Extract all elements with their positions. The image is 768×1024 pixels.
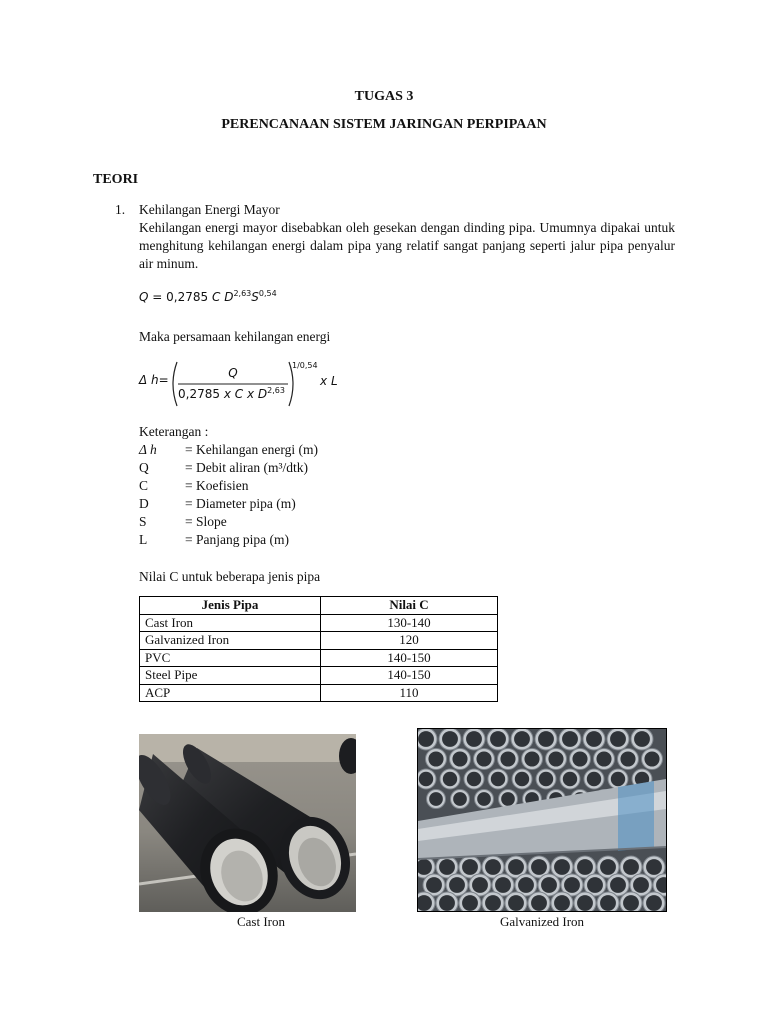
pipe-bore-icon	[514, 731, 530, 747]
pipe-bore-icon	[518, 877, 534, 893]
formula-outer-exponent: 1/0,54	[292, 361, 318, 370]
pipe-bore-icon	[596, 751, 611, 766]
formula-equals: =	[158, 373, 169, 387]
formula-coefficient: = 0,2785	[152, 290, 209, 304]
pipe-bore-icon	[531, 859, 547, 875]
formula-d-exponent: 2,63	[233, 289, 252, 298]
item-heading: Kehilangan Energi Mayor	[139, 202, 280, 217]
pipe-bore-icon	[462, 895, 478, 911]
pipe-bore-icon	[634, 731, 650, 747]
pipe-bore-icon	[611, 772, 625, 786]
pipe-bore-icon	[443, 772, 457, 786]
pipe-bore-icon	[646, 895, 662, 911]
c-value-cell: 110	[321, 684, 498, 702]
task-title: TUGAS 3	[354, 89, 414, 104]
legend-symbol: Q	[139, 460, 149, 475]
pipe-bore-icon	[587, 877, 603, 893]
pipe-bore-icon	[442, 731, 458, 747]
c-value-cell: 120	[321, 632, 498, 650]
formula-c: C	[211, 290, 221, 304]
legend-description: = Kehilangan energi (m)	[185, 442, 318, 457]
legend-row	[139, 513, 318, 531]
legend-description: = Debit aliran (m³/dtk)	[185, 460, 309, 475]
pipe-bore-icon	[600, 895, 616, 911]
legend-symbol: D	[139, 496, 149, 511]
formula-numerator: Q	[228, 366, 238, 380]
denominator-c: C	[234, 387, 244, 401]
pipe-bore-icon	[577, 859, 593, 875]
legend-symbol: Δ h	[139, 442, 157, 457]
pipe-bore-icon	[439, 859, 455, 875]
pipe-bore-icon	[449, 877, 465, 893]
pipe-bore-icon	[600, 859, 616, 875]
pipe-bore-icon	[500, 751, 515, 766]
column-header-pipe-type: Jenis Pipa	[140, 597, 321, 615]
pipe-bore-icon	[508, 859, 524, 875]
formula-q: Q	[139, 290, 149, 304]
pipe-bore-icon	[429, 792, 443, 806]
pipe-bore-icon	[485, 895, 501, 911]
table-header-row	[140, 597, 498, 615]
pipe-bore-icon	[538, 731, 554, 747]
pipe-bore-icon	[562, 731, 578, 747]
pipe-type-cell: Galvanized Iron	[140, 632, 321, 650]
pipe-bore-icon	[491, 772, 505, 786]
pipe-bore-icon	[485, 859, 501, 875]
formula-s: S	[251, 290, 259, 304]
pipe-type-cell: ACP	[140, 684, 321, 702]
c-value-cell: 130-140	[321, 614, 498, 632]
document-title: PERENCANAAN SISTEM JARINGAN PERPIPAAN	[221, 117, 547, 132]
pipe-bore-icon	[541, 877, 557, 893]
legend-row	[139, 441, 318, 459]
legend-symbol: L	[139, 532, 148, 547]
pipe-bore-icon	[644, 751, 659, 766]
formula-s-exponent: 0,54	[258, 289, 277, 298]
denominator-x1: x	[223, 387, 231, 401]
legend-row	[139, 459, 318, 477]
pipe-bore-icon	[610, 731, 626, 747]
column-header-c-value: Nilai C	[321, 597, 498, 615]
denominator-x2: x	[246, 387, 255, 401]
cast-iron-photo	[139, 734, 356, 912]
galvanized-iron-photo	[417, 728, 667, 912]
pipe-bore-icon	[531, 895, 547, 911]
pipe-bore-icon	[620, 751, 635, 766]
c-value-cell: 140-150	[321, 649, 498, 667]
legend-description: = Koefisien	[185, 478, 249, 493]
pipe-type-cell: Steel Pipe	[140, 667, 321, 685]
legend-row	[139, 477, 318, 495]
legend-description: = Slope	[185, 514, 227, 529]
pipe-bore-icon	[548, 751, 563, 766]
formula-lhs	[139, 373, 169, 387]
pipe-type-cell: Cast Iron	[140, 614, 321, 632]
table-row	[140, 684, 498, 702]
legend-description: = Diameter pipa (m)	[185, 496, 296, 511]
pipe-bore-icon	[453, 792, 467, 806]
pipe-bore-icon	[563, 772, 577, 786]
c-value-table	[139, 596, 498, 702]
legend-symbol: S	[139, 514, 147, 529]
legend-symbol: C	[139, 478, 149, 493]
denominator-d: D	[257, 387, 268, 401]
list-number: 1.	[115, 202, 126, 217]
table-row	[140, 649, 498, 667]
formula-lead-text: Maka persamaan kehilangan energi	[139, 329, 331, 344]
pipe-bore-icon	[418, 731, 434, 747]
pipe-bore-icon	[501, 792, 515, 806]
table-intro: Nilai C untuk beberapa jenis pipa	[139, 569, 321, 584]
pipe-bore-icon	[490, 731, 506, 747]
galvanized-iron-caption: Galvanized Iron	[499, 914, 585, 929]
pipe-bore-icon	[572, 751, 587, 766]
formula-d: D	[224, 290, 234, 304]
pipe-bore-icon	[539, 772, 553, 786]
pipe-bore-icon	[426, 877, 442, 893]
formula-l: L	[330, 374, 338, 388]
pipe-bore-icon	[515, 772, 529, 786]
legend-description: = Panjang pipa (m)	[185, 532, 289, 547]
pipe-bore-icon	[623, 895, 639, 911]
pipe-bore-icon	[623, 859, 639, 875]
section-title: TEORI	[93, 172, 139, 187]
pipe-bore-icon	[587, 772, 601, 786]
pipe-bore-icon	[467, 772, 481, 786]
pipe-bore-icon	[508, 895, 524, 911]
pipe-bore-icon	[564, 877, 580, 893]
table-row	[140, 614, 498, 632]
formula-times-length	[320, 374, 338, 388]
pipe-bore-icon	[462, 859, 478, 875]
item-body: Kehilangan energi mayor disebabkan oleh gesekan dengan dinding pipa. Umumnya dipakai untuk menghitung kehilangan energi dalam pipa yang relatif sangat panjang seperti jalur pipa penyalur air minum.	[139, 220, 675, 271]
table-row	[140, 667, 498, 685]
c-value-cell: 140-150	[321, 667, 498, 685]
legend-title: Keterangan :	[139, 424, 209, 439]
pipe-bore-icon	[495, 877, 511, 893]
formula-times: x	[320, 374, 328, 388]
denominator-exponent: 2,63	[267, 386, 285, 395]
pipe-bore-icon	[554, 895, 570, 911]
formula-denominator	[178, 387, 285, 401]
table-row	[140, 632, 498, 650]
pipe-bore-icon	[476, 751, 491, 766]
pipe-bore-icon	[466, 731, 482, 747]
pipe-bore-icon	[477, 792, 491, 806]
pipe-bore-icon	[472, 877, 488, 893]
denominator-coefficient: 0,2785	[178, 387, 220, 401]
pipe-bore-icon	[586, 731, 602, 747]
formula-delta-h: Δ h	[139, 373, 159, 387]
legend-row	[139, 495, 318, 513]
pipe-bore-icon	[577, 895, 593, 911]
pipe-bore-icon	[524, 751, 539, 766]
cast-iron-caption: Cast Iron	[236, 914, 286, 929]
legend-list	[139, 441, 318, 549]
pipe-type-cell: PVC	[140, 649, 321, 667]
pipe-bore-icon	[646, 859, 662, 875]
pipe-bore-icon	[439, 895, 455, 911]
legend-row	[139, 531, 318, 549]
formula-flow-rate	[139, 290, 277, 304]
pipe-bore-icon	[633, 877, 649, 893]
pipe-bore-icon	[428, 751, 443, 766]
pipe-bore-icon	[452, 751, 467, 766]
pipe-bore-icon	[419, 772, 433, 786]
pipe-bore-icon	[610, 877, 626, 893]
pipe-bore-icon	[554, 859, 570, 875]
